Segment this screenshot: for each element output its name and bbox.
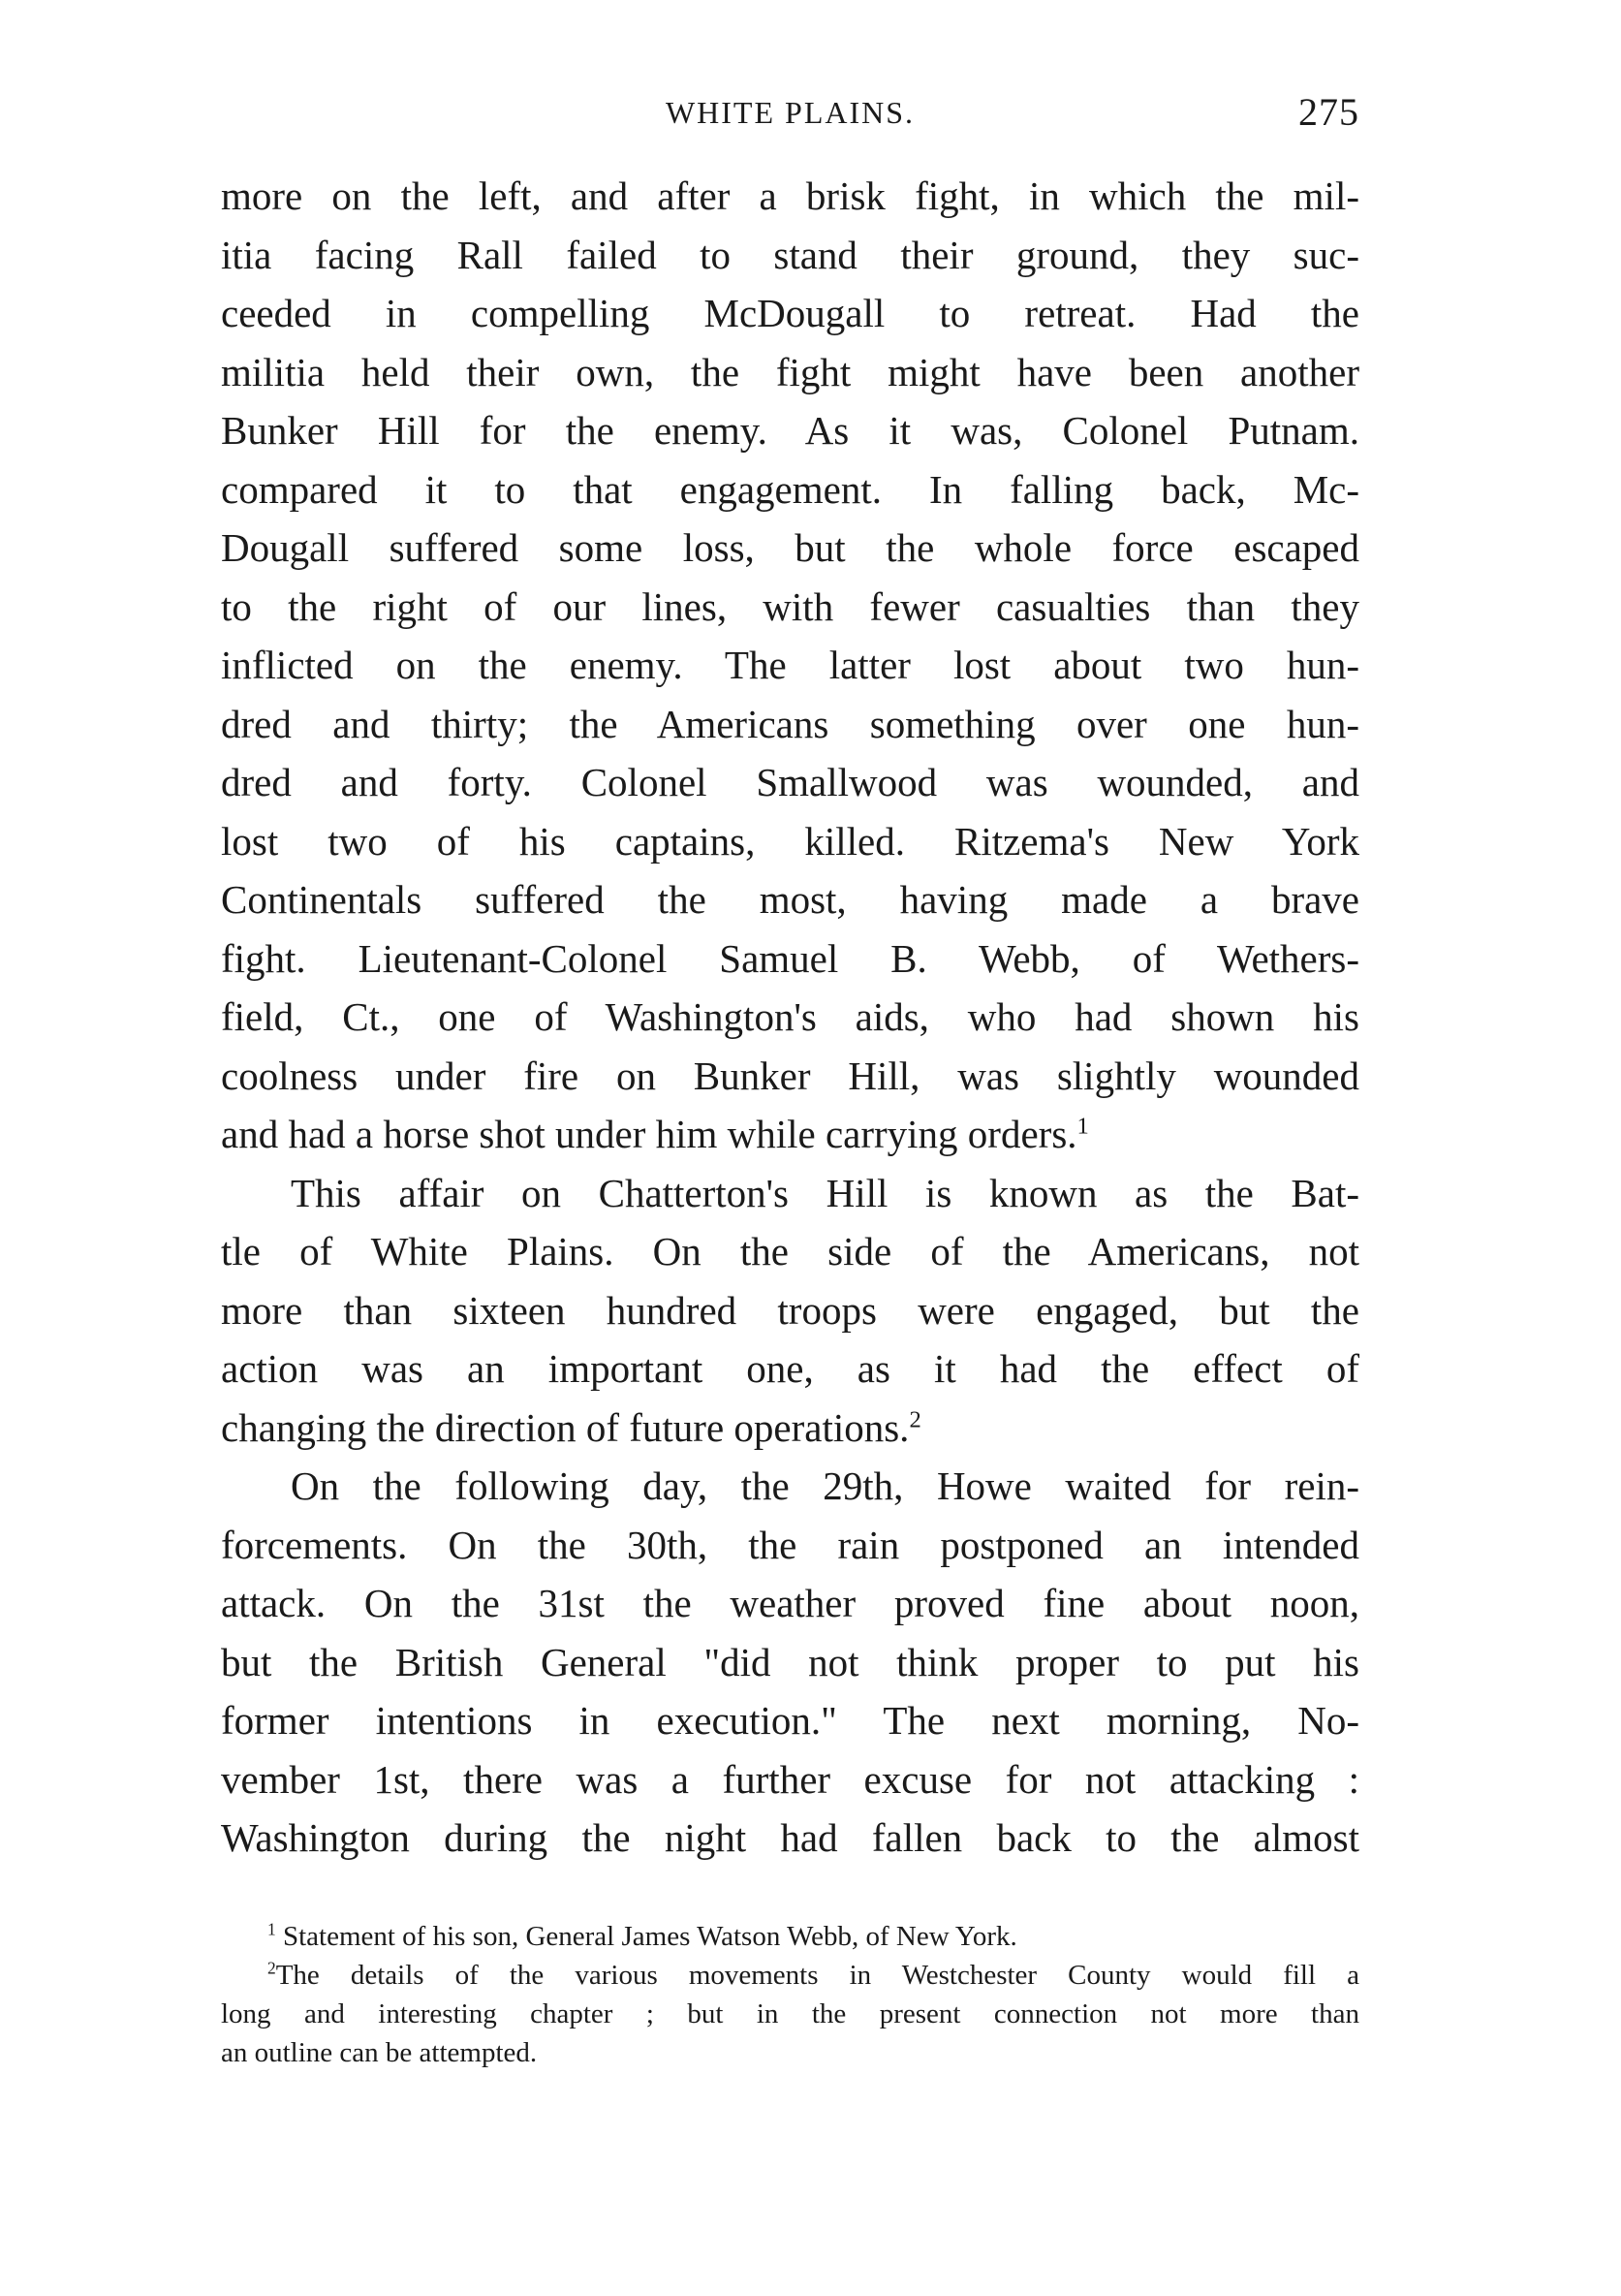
text-line: attack. On the 31st the weather proved fine about noon, [221, 1581, 1359, 1625]
text-line: lost two of his captains, killed. Ritzema's New York [221, 818, 1359, 864]
text-line: militia held their own, the fight might have been another [221, 349, 1359, 394]
footnote-text: The details of the various movements in Westchester County would fill a [275, 1960, 1359, 1991]
text-line: dred and forty. Colonel Smallwood was wounded, and [221, 760, 1359, 804]
footnote-ref: 1 [1076, 1113, 1089, 1140]
text-line: Washington during the night had fallen back to the almost [221, 1815, 1359, 1860]
page-number: 275 [1298, 90, 1359, 134]
paragraph-2 [221, 1164, 1359, 1458]
text-line: On the following day, the 29th, Howe waited for rein- [291, 1463, 1359, 1508]
text-line: tle of White Plains. On the side of the Americans, not [221, 1229, 1359, 1274]
footnotes [221, 1917, 1359, 2072]
footnote-line [221, 1917, 1359, 1956]
text-line: inflicted on the enemy. The latter lost about two hun- [221, 643, 1359, 687]
text-line: but the British General "did not think proper to put his [221, 1639, 1359, 1684]
text-line: coolness under fire on Bunker Hill, was slightly wounded [221, 1053, 1359, 1098]
text-line: more on the left, and after a brisk fight, in which the mil- [221, 173, 1359, 218]
footnote-line: long and interesting chapter ; but in the present connection not more than [221, 1998, 1359, 2029]
text-line: vember 1st, there was a further excuse for not attacking : [221, 1756, 1359, 1802]
footnote-2 [221, 1956, 1359, 2072]
text-line: itia facing Rall failed to stand their ground, they suc- [221, 232, 1359, 277]
footnote-1 [221, 1917, 1359, 1956]
text-line-content: and had a horse shot under him while carrying orders. [221, 1112, 1077, 1156]
footnote-line: an outline can be attempted. [221, 2037, 538, 2068]
footnote-marker: 1 [267, 1919, 276, 1939]
footnote-line [221, 1956, 1359, 1995]
text-line [221, 1105, 1359, 1164]
footnote-ref: 2 [909, 1405, 921, 1432]
running-title: WHITE PLAINS. [665, 95, 916, 130]
footnote-marker: 2 [267, 1958, 276, 1978]
text-line-content: changing the direction of future operations. [221, 1404, 910, 1450]
text-line: ceeded in compelling McDougall to retreat. Had the [221, 291, 1359, 335]
text-line: This affair on Chatterton's Hill is known as the Bat- [291, 1170, 1359, 1215]
text-line: to the right of our lines, with fewer casualties than they [221, 583, 1359, 629]
text-line: forcements. On the 30th, the rain postponed an intended [221, 1522, 1359, 1567]
text-line: Bunker Hill for the enemy. As it was, Colonel Putnam. [221, 408, 1359, 453]
paragraph-3 [221, 1457, 1359, 1868]
text-line: Continentals suffered the most, having made a brave [221, 877, 1359, 922]
text-line: field, Ct., one of Washington's aids, who had shown his [221, 994, 1359, 1039]
running-head [221, 89, 1359, 147]
text-line: Dougall suffered some loss, but the whole force escaped [221, 525, 1359, 570]
footnote-text: Statement of his son, General James Watson Webb, of New York. [282, 1921, 1017, 1952]
text-line [221, 1399, 1359, 1458]
text-line: compared it to that engagement. In falling back, Mc- [221, 466, 1359, 512]
text-line: former intentions in execution." The next morning, No- [221, 1698, 1359, 1743]
body-text [221, 167, 1359, 1868]
text-line: more than sixteen hundred troops were engaged, but the [221, 1287, 1359, 1333]
text-line: dred and thirty; the Americans something over one hun- [221, 701, 1359, 746]
text-line: fight. Lieutenant-Colonel Samuel B. Webb, of Wethers- [221, 935, 1359, 981]
paragraph-1 [221, 167, 1359, 1164]
text-line: action was an important one, as it had the effect of [221, 1346, 1359, 1391]
